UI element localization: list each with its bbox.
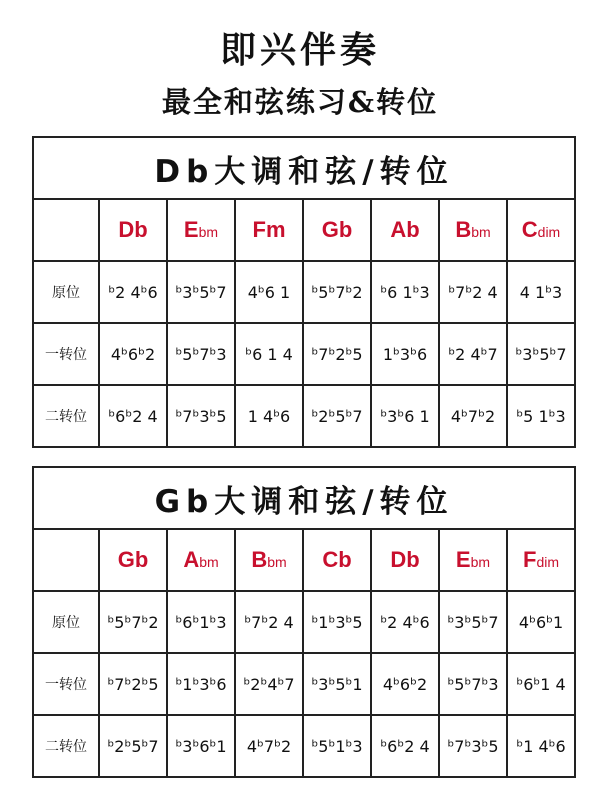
notes-cell: ᵇ1 4ᵇ6 xyxy=(507,715,575,777)
corner-cell xyxy=(33,199,99,261)
notes-cell: ᵇ1ᵇ3ᵇ5 xyxy=(303,591,371,653)
notes-cell: ᵇ2 4ᵇ6 xyxy=(99,261,167,323)
row-label: 二转位 xyxy=(33,715,99,777)
notes-cell: ᵇ7ᵇ3ᵇ5 xyxy=(167,385,235,447)
notes-cell: 4ᵇ6ᵇ1 xyxy=(507,591,575,653)
notes-cell: 4ᵇ6 1 xyxy=(235,261,303,323)
notes-cell: 4ᵇ7ᵇ2 xyxy=(235,715,303,777)
notes-cell: ᵇ5ᵇ7ᵇ3 xyxy=(167,323,235,385)
table-row xyxy=(33,715,575,777)
table-row xyxy=(33,591,575,653)
chord-name: Fm xyxy=(235,199,303,261)
notes-cell: ᵇ6ᵇ1ᵇ3 xyxy=(167,591,235,653)
table-row xyxy=(33,323,575,385)
notes-cell: ᵇ5ᵇ7ᵇ2 xyxy=(99,591,167,653)
notes-cell: ᵇ2ᵇ4ᵇ7 xyxy=(235,653,303,715)
notes-cell: 1ᵇ3ᵇ6 xyxy=(371,323,439,385)
notes-cell: ᵇ1ᵇ3ᵇ6 xyxy=(167,653,235,715)
table-heading: Db大调和弦/转位 xyxy=(33,137,575,199)
chord-name: Bbm xyxy=(439,199,507,261)
chord-name: Fdim xyxy=(507,529,575,591)
notes-cell: ᵇ2ᵇ5ᵇ7 xyxy=(99,715,167,777)
notes-cell: 4ᵇ7ᵇ2 xyxy=(439,385,507,447)
row-label: 一转位 xyxy=(33,323,99,385)
notes-cell: ᵇ6ᵇ1 4 xyxy=(507,653,575,715)
row-label: 二转位 xyxy=(33,385,99,447)
chord-header-row xyxy=(33,529,575,591)
notes-cell: ᵇ2 4ᵇ7 xyxy=(439,323,507,385)
notes-cell: 4ᵇ6ᵇ2 xyxy=(99,323,167,385)
chord-name: Gb xyxy=(303,199,371,261)
notes-cell: ᵇ7ᵇ3ᵇ5 xyxy=(439,715,507,777)
notes-cell: ᵇ6ᵇ2 4 xyxy=(99,385,167,447)
row-label: 原位 xyxy=(33,261,99,323)
notes-cell: ᵇ5ᵇ1ᵇ3 xyxy=(303,715,371,777)
chord-table-db xyxy=(32,136,576,448)
notes-cell: ᵇ3ᵇ5ᵇ1 xyxy=(303,653,371,715)
chord-name: Db xyxy=(99,199,167,261)
notes-cell: 1 4ᵇ6 xyxy=(235,385,303,447)
row-label: 原位 xyxy=(33,591,99,653)
chord-name: Ab xyxy=(371,199,439,261)
corner-cell xyxy=(33,529,99,591)
notes-cell: ᵇ3ᵇ5ᵇ7 xyxy=(167,261,235,323)
chord-name: Ebm xyxy=(439,529,507,591)
chord-name: Cb xyxy=(303,529,371,591)
page-title: 即兴伴奏 xyxy=(219,29,380,71)
notes-cell: ᵇ3ᵇ6 1 xyxy=(371,385,439,447)
notes-cell: ᵇ3ᵇ6ᵇ1 xyxy=(167,715,235,777)
table-row xyxy=(33,261,575,323)
chord-name: Db xyxy=(371,529,439,591)
notes-cell: ᵇ7ᵇ2 4 xyxy=(439,261,507,323)
chord-name: Abm xyxy=(167,529,235,591)
table-heading: Gb大调和弦/转位 xyxy=(33,467,575,529)
notes-cell: ᵇ7ᵇ2ᵇ5 xyxy=(303,323,371,385)
notes-cell: ᵇ6ᵇ2 4 xyxy=(371,715,439,777)
chord-table-gb xyxy=(32,466,576,778)
table-row xyxy=(33,385,575,447)
notes-cell: ᵇ6 1ᵇ3 xyxy=(371,261,439,323)
row-label: 一转位 xyxy=(33,653,99,715)
notes-cell: ᵇ5 1ᵇ3 xyxy=(507,385,575,447)
notes-cell: 4 1ᵇ3 xyxy=(507,261,575,323)
notes-cell: ᵇ5ᵇ7ᵇ2 xyxy=(303,261,371,323)
notes-cell: ᵇ3ᵇ5ᵇ7 xyxy=(439,591,507,653)
page-subtitle: 最全和弦练习&转位 xyxy=(161,85,439,119)
chord-name: Ebm xyxy=(167,199,235,261)
table-row xyxy=(33,653,575,715)
chord-name: Bbm xyxy=(235,529,303,591)
notes-cell: ᵇ3ᵇ5ᵇ7 xyxy=(507,323,575,385)
chord-header-row xyxy=(33,199,575,261)
notes-cell: ᵇ7ᵇ2ᵇ5 xyxy=(99,653,167,715)
notes-cell: ᵇ2 4ᵇ6 xyxy=(371,591,439,653)
notes-cell: ᵇ6 1 4 xyxy=(235,323,303,385)
notes-cell: ᵇ2ᵇ5ᵇ7 xyxy=(303,385,371,447)
notes-cell: ᵇ5ᵇ7ᵇ3 xyxy=(439,653,507,715)
chord-name: Cdim xyxy=(507,199,575,261)
chord-name: Gb xyxy=(99,529,167,591)
notes-cell: 4ᵇ6ᵇ2 xyxy=(371,653,439,715)
notes-cell: ᵇ7ᵇ2 4 xyxy=(235,591,303,653)
